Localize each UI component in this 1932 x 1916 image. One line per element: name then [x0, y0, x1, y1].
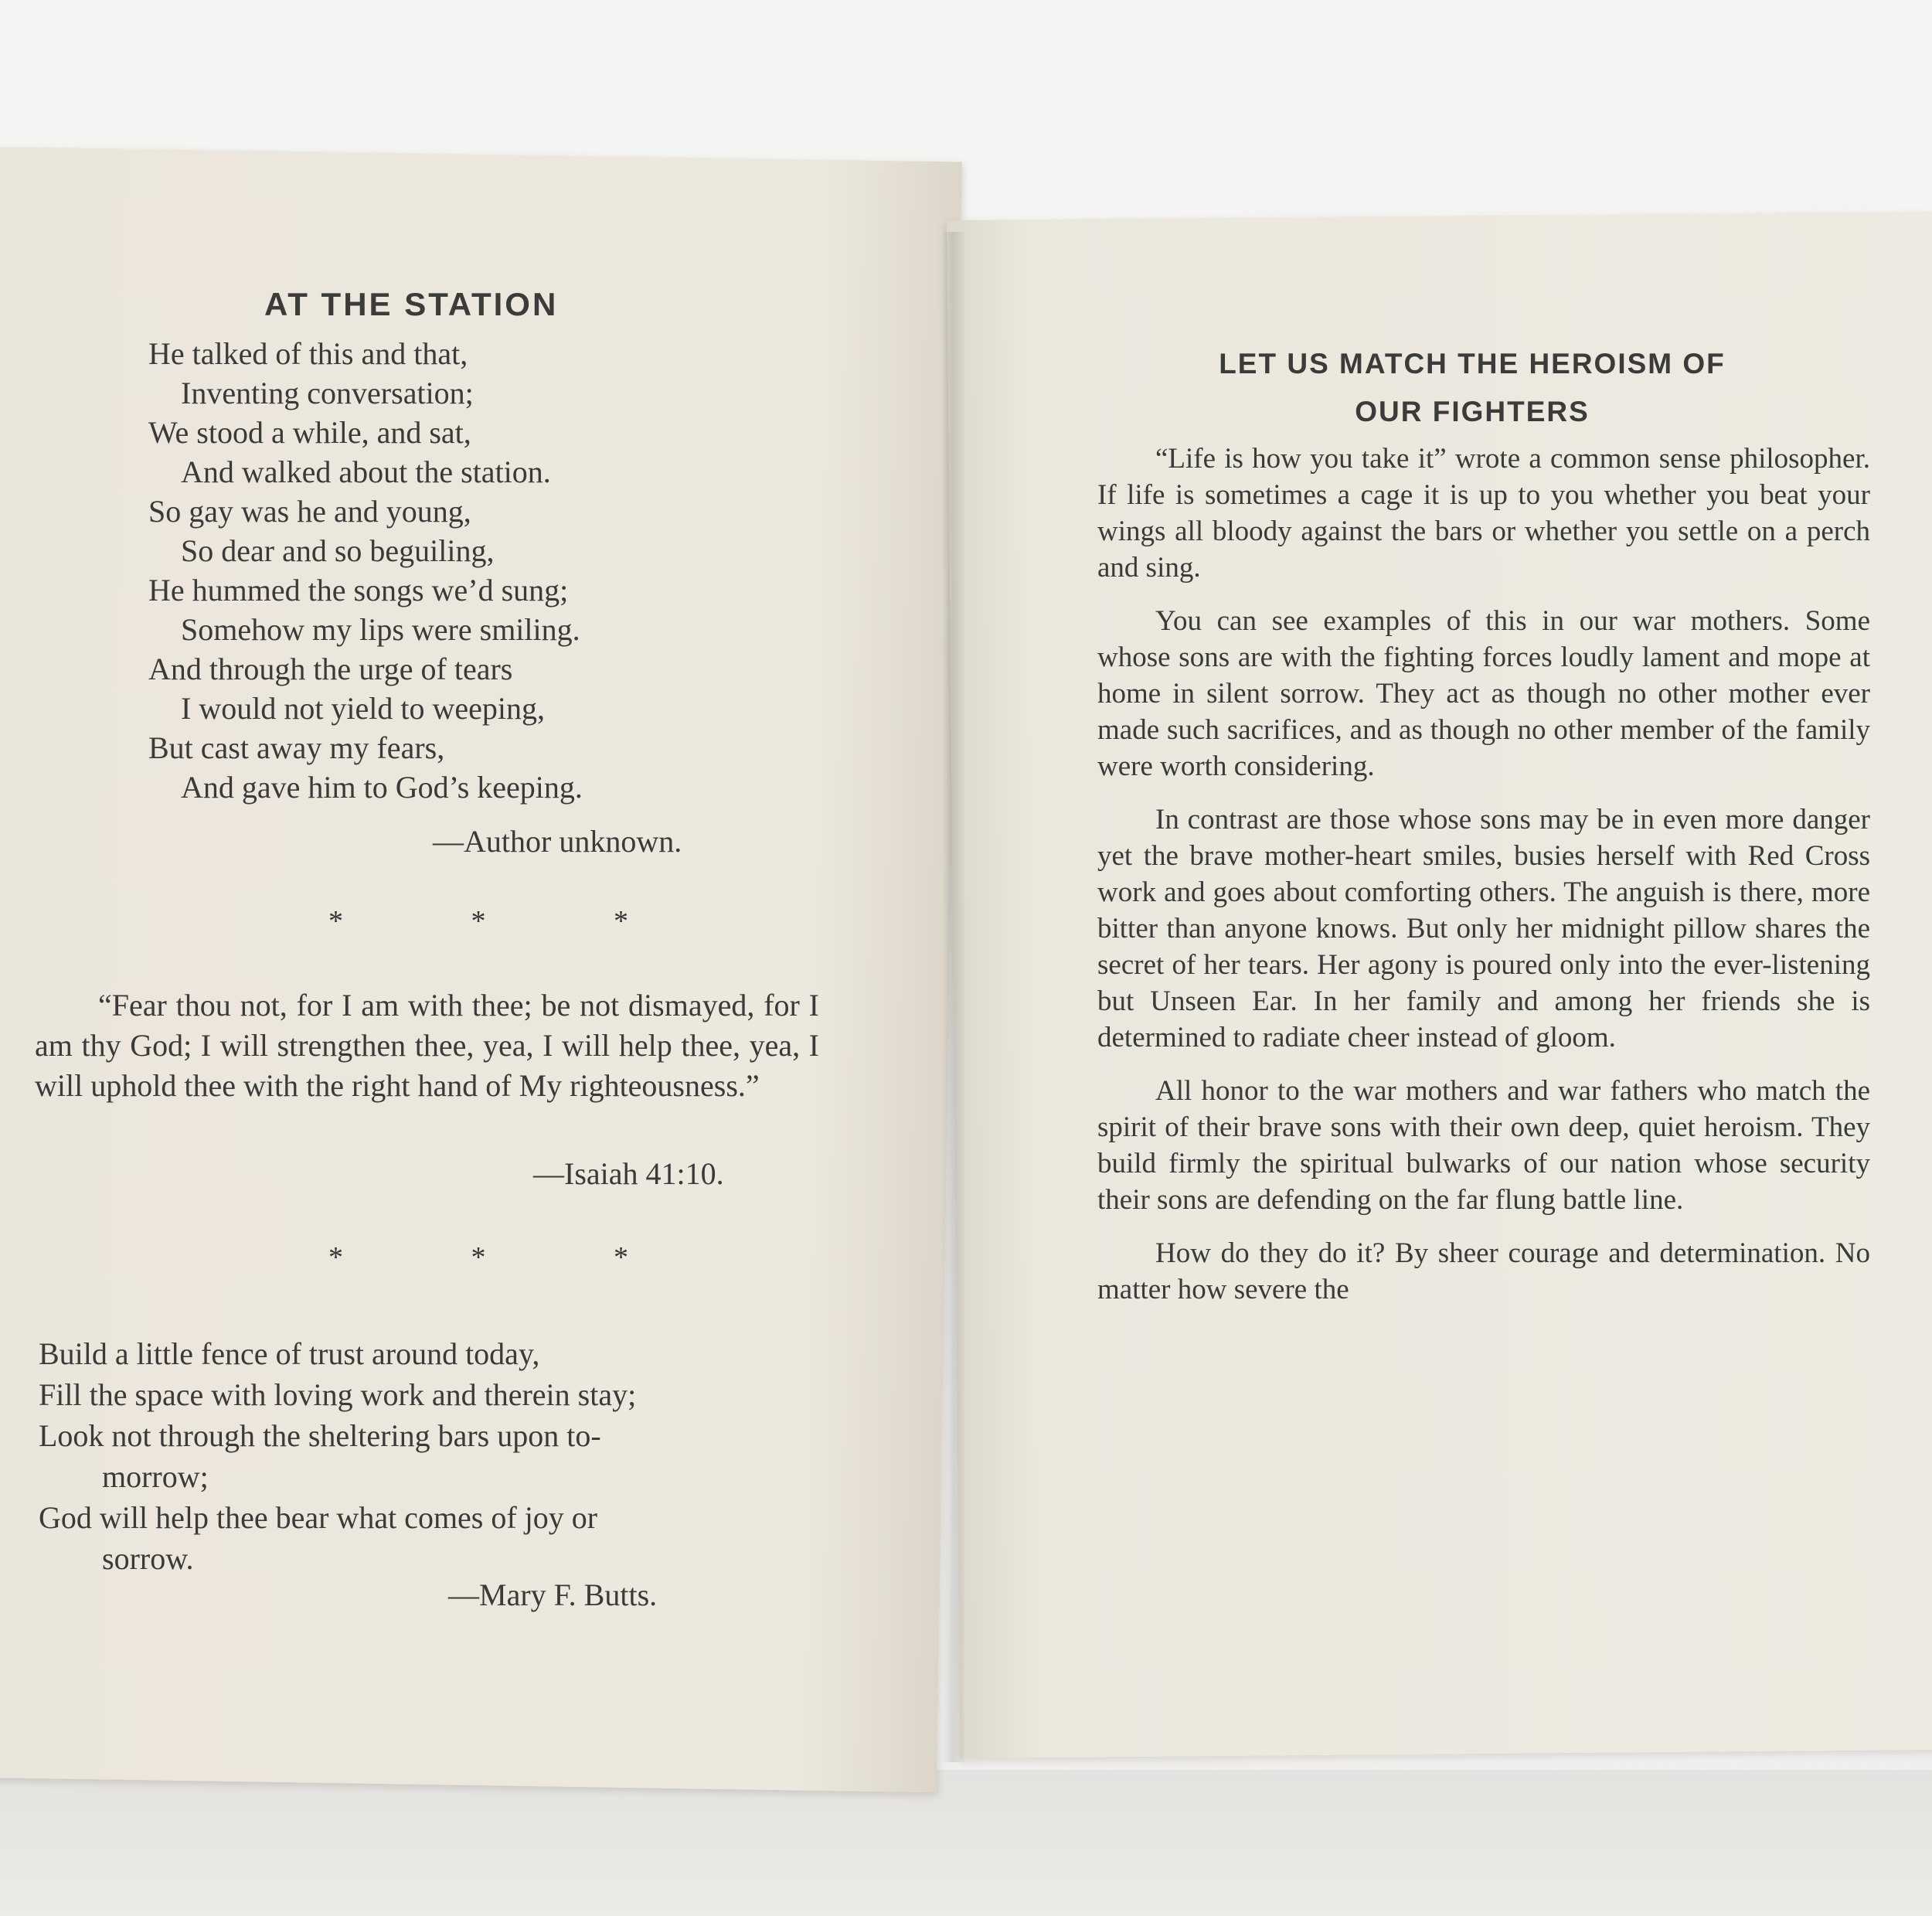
section-separator: * * *: [328, 1241, 689, 1274]
scripture-quote: [35, 985, 819, 1106]
article-body: [1097, 441, 1870, 1325]
article-title-line: LET US MATCH THE HEROISM OF: [1219, 348, 1726, 379]
poem-line: Inventing conversation;: [181, 376, 474, 410]
verse-line: Fill the space with loving work and therein stay;: [39, 1377, 637, 1412]
poem-line: I would not yield to weeping,: [181, 691, 546, 726]
article-paragraph: “Life is how you take it” wrote a common sense philosopher. If life is sometimes a cage it is up to you whether you beat your wings all bloody against the bars or whether you settle on a perch and sing.: [1097, 443, 1870, 584]
section-separator: * * *: [328, 905, 689, 938]
verse-line: God will help thee bear what comes of joy or: [39, 1500, 598, 1535]
poem-line: So dear and so beguiling,: [181, 533, 495, 568]
poem-line: And through the urge of tears: [148, 652, 513, 686]
poem-attribution: —Author unknown.: [433, 824, 682, 859]
verse-attribution: —Mary F. Butts.: [448, 1577, 658, 1612]
verse-fence-of-trust: [39, 1333, 823, 1579]
poem-line: So gay was he and young,: [148, 494, 471, 529]
verse-line: Build a little fence of trust around today,: [39, 1336, 540, 1371]
article-paragraph: All honor to the war mothers and war fathers who match the spirit of their brave sons with their own deep, quiet heroism. They build firmly the spiritual bulwarks of our nation whose security their sons are defending on the far flung battle line.: [1097, 1075, 1870, 1216]
poem-title: AT THE STATION: [264, 286, 559, 322]
poem-line: He talked of this and that,: [148, 336, 468, 371]
poem-at-the-station: [148, 334, 782, 807]
article-title-line: OUR FIGHTERS: [1355, 396, 1590, 427]
table-surface: [0, 1770, 1932, 1916]
scripture-text: “Fear thou not, for I am with thee; be not dismayed, for I am thy God; I will strengthen thee, yea, I will help thee, yea, I will uphold thee with the right hand of My righteousness.”: [35, 988, 819, 1103]
article-paragraph: How do they do it? By sheer courage and determination. No matter how severe the: [1097, 1237, 1870, 1305]
poem-line: And walked about the station.: [181, 454, 551, 489]
poem-line: He hummed the songs we’d sung;: [148, 573, 569, 607]
article-paragraph: In contrast are those whose sons may be in even more danger yet the brave mother-heart smiles, busies herself with Red Cross work and goes about comforting others. The anguish is there, more bitter than anyone knows. But only her midnight pillow shares the secret of her tears. Her agony is poured only into the ever-listening but Unseen Ear. In her family and among her friends she is determined to radiate cheer instead of gloom.: [1097, 804, 1870, 1053]
poem-line: But cast away my fears,: [148, 730, 445, 765]
article-paragraph: You can see examples of this in our war mothers. Some whose sons are with the fighting forces loudly lament and mope at home in silent sorrow. They act as though no other mother ever made such sacrifices, and as though no other member of the family were worth considering.: [1097, 605, 1870, 782]
verse-line: Look not through the sheltering bars upon to-: [39, 1418, 601, 1453]
book-gutter: [941, 232, 964, 1762]
scripture-attribution: —Isaiah 41:10.: [533, 1156, 724, 1191]
article-title: [1082, 340, 1862, 436]
poem-line: And gave him to God’s keeping.: [181, 770, 583, 805]
poem-line: Somehow my lips were smiling.: [181, 612, 580, 647]
poem-line: We stood a while, and sat,: [148, 415, 471, 450]
verse-line: morrow;: [102, 1459, 209, 1494]
verse-line: sorrow.: [102, 1541, 194, 1576]
